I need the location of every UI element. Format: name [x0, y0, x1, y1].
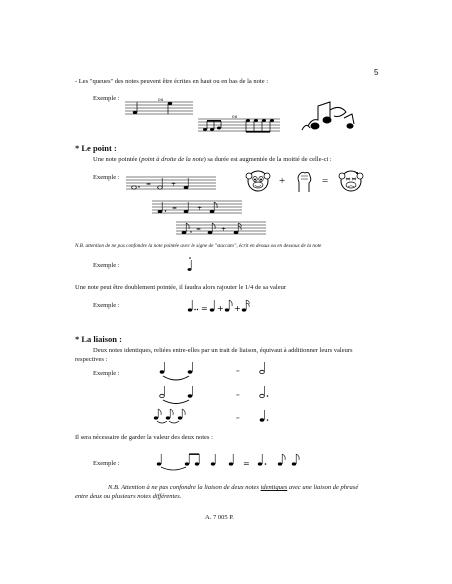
page-number: 5	[374, 68, 379, 77]
svg-text:=: =	[196, 226, 202, 233]
svg-text:=: =	[172, 205, 178, 212]
dotted-half-staff	[126, 176, 218, 192]
intro-ou-2: ou	[232, 114, 238, 120]
staccato-nb: N.B. attention de ne pas confondre la note pointée avec le signe de "staccato", écrit en dessus ou en dessous de la note	[75, 243, 322, 249]
staccato-example-label: Exemple :	[93, 262, 120, 269]
sad-monkey-icon	[339, 168, 363, 194]
staccato-note-icon	[186, 256, 194, 272]
svg-text:+: +	[171, 181, 177, 188]
tie-three-eighths	[152, 408, 192, 430]
liaison-desc-2: respectives :	[75, 356, 108, 363]
fist-icon	[294, 168, 314, 194]
intro-example-label: Exemple :	[93, 95, 120, 102]
tie-half-quarter	[158, 386, 198, 410]
double-dot-text: Une note peut être doublement pointée, il faudra alors rajouter le 1/4 de sa valeur	[75, 284, 286, 291]
tie-quarter-quarter	[158, 362, 198, 386]
keep-values-text: Il sera nécessaire de garder la valeur des deux notes :	[75, 434, 213, 441]
phrase-nb-line1: N.B. Attention à ne pas confondre la liaison de deux notes identiques avec une liaison de phrasé	[108, 484, 359, 491]
monkey-face-icon	[246, 168, 270, 194]
liaison-desc-1: Deux notes identiques, reliées entre-elles par un trait de liaison, équivaut à additionner leurs valeurs	[93, 347, 353, 354]
point-heading: * Le point :	[75, 143, 117, 153]
quarter-note-icon	[133, 111, 137, 114]
eighth-note-icon	[168, 102, 172, 105]
liaison-example-label: Exemple :	[93, 370, 120, 377]
intro-ou-1: ou	[158, 97, 164, 103]
tie-equals-2: =	[236, 392, 240, 399]
dotted-eighth-staff	[176, 221, 268, 237]
double-dotted-equation	[186, 298, 266, 314]
svg-text:=: =	[146, 181, 152, 188]
intro-text: - Les "queues" des notes peuvent être écrites en haut ou en bas de la note :	[75, 78, 269, 85]
point-example-label: Exemple :	[93, 174, 120, 181]
liaison-heading: * La liaison :	[75, 334, 122, 344]
dotted-quarter-staff	[152, 200, 244, 216]
cartoon-plus: +	[279, 175, 286, 187]
phrase-nb-line2: entre deux ou plusieurs notes différentes.	[75, 493, 182, 500]
svg-text:+: +	[221, 226, 227, 233]
svg-text:=: =	[201, 304, 208, 313]
keep-example-label: Exemple :	[93, 460, 120, 467]
tie-phrase-example	[155, 452, 305, 474]
tie-equals-1: =	[236, 368, 240, 375]
half-note-icon	[258, 362, 268, 376]
svg-text:=: =	[243, 459, 250, 468]
beamed-notes-staff	[198, 113, 283, 135]
cartoon-equals: =	[322, 175, 329, 187]
point-description: Une note pointée (point à droite de la note) sa durée est augmentée de la moitié de celle-ci :	[93, 156, 332, 163]
svg-text:+: +	[197, 205, 203, 212]
dotted-quarter-note-icon	[258, 410, 272, 424]
dancing-notes-icon	[300, 96, 362, 136]
dotted-half-note-icon	[258, 386, 272, 400]
svg-text:+: +	[217, 304, 224, 313]
tie-equals-3: =	[236, 415, 240, 422]
svg-text:+: +	[234, 304, 241, 313]
page-footer: A. 7 005 P.	[205, 514, 234, 521]
double-dot-example-label: Exemple :	[93, 302, 120, 309]
